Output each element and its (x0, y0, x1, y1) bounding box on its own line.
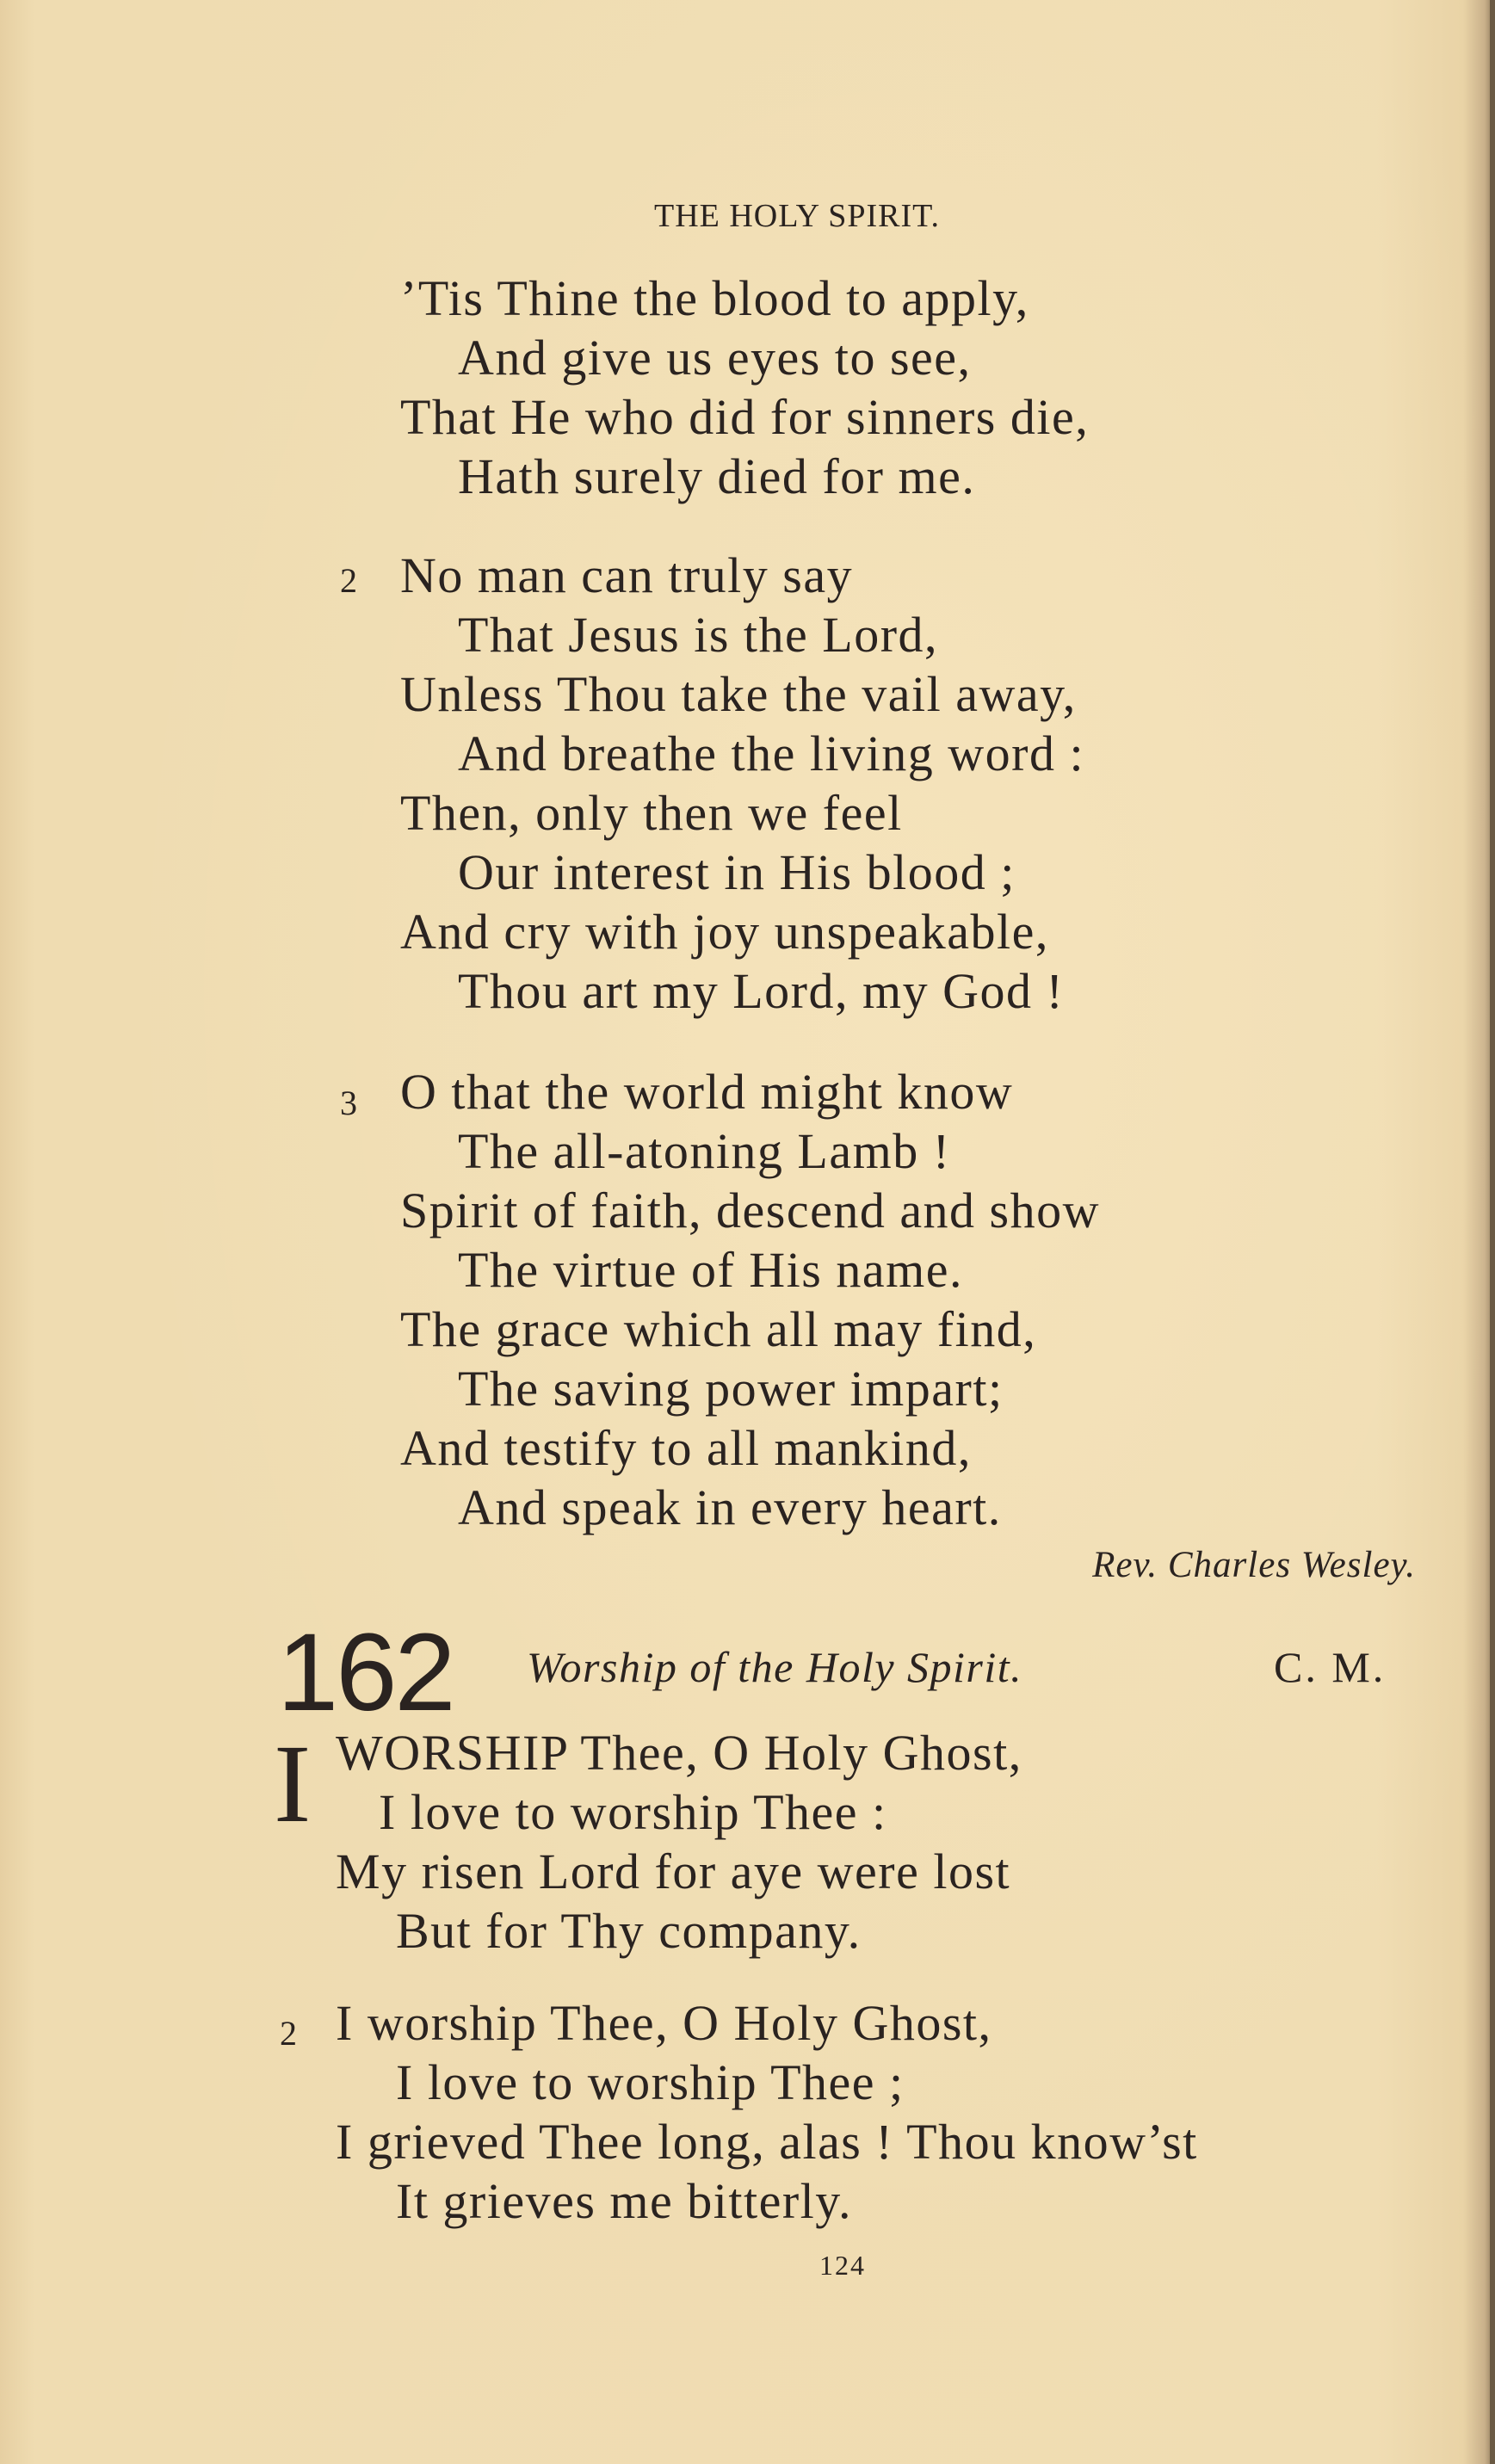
verse-line: It grieves me bitterly. (396, 2173, 853, 2229)
verse-line: Our interest in His blood ; (458, 844, 1016, 900)
verse-line: I love to worship Thee ; (396, 2054, 905, 2110)
verse-line: WORSHIP Thee, O Holy Ghost, (336, 1725, 1022, 1781)
verse-line: I worship Thee, O Holy Ghost, (336, 1995, 992, 2051)
verse-line: Thou art my Lord, my God ! (458, 963, 1065, 1019)
page-number: 124 (819, 2250, 866, 2281)
verse-line: I grieved Thee long, alas ! Thou know’st (336, 2114, 1198, 2170)
hymn-number: 162 (277, 1611, 454, 1734)
running-head: THE HOLY SPIRIT. (654, 198, 941, 234)
verse-line: That Jesus is the Lord, (458, 607, 939, 663)
verse-line: O that the world might know (400, 1064, 1014, 1120)
drop-cap: I (274, 1722, 312, 1846)
verse-line: The virtue of His name. (458, 1242, 963, 1298)
verse-line: Spirit of faith, descend and show (400, 1183, 1101, 1238)
stanza-number: 2 (340, 561, 357, 600)
stanza-number: 3 (340, 1084, 357, 1122)
verse-line: I love to worship Thee : (379, 1784, 887, 1840)
verse-line: And breathe the living word : (458, 726, 1085, 781)
verse-line: My risen Lord for aye were lost (336, 1843, 1011, 1899)
verse-line: ’Tis Thine the blood to apply, (400, 270, 1029, 326)
verse-line: And give us eyes to see, (458, 330, 972, 386)
verse-line: Unless Thou take the vail away, (400, 666, 1077, 722)
verse-line: The saving power impart; (458, 1361, 1004, 1417)
author-attribution: Rev. Charles Wesley. (1092, 1545, 1416, 1585)
verse-line: That He who did for sinners die, (400, 389, 1090, 445)
stanza-number: 2 (280, 2014, 297, 2053)
verse-line: Hath surely died for me. (458, 448, 976, 504)
hymn-meter: C. M. (1274, 1643, 1387, 1691)
verse-line: The grace which all may find, (400, 1301, 1037, 1357)
verse-line: And cry with joy unspeakable, (400, 904, 1049, 960)
verse-line: But for Thy company. (396, 1903, 862, 1959)
page-edge (1490, 0, 1495, 2464)
hymn-title: Worship of the Holy Spirit. (527, 1643, 1023, 1691)
verse-line: Then, only then we feel (400, 785, 903, 841)
verse-line: No man can truly say (400, 547, 854, 603)
verse-line: And testify to all mankind, (400, 1420, 972, 1476)
verse-line: The all-atoning Lamb ! (458, 1123, 951, 1179)
verse-line: And speak in every heart. (458, 1479, 1002, 1535)
